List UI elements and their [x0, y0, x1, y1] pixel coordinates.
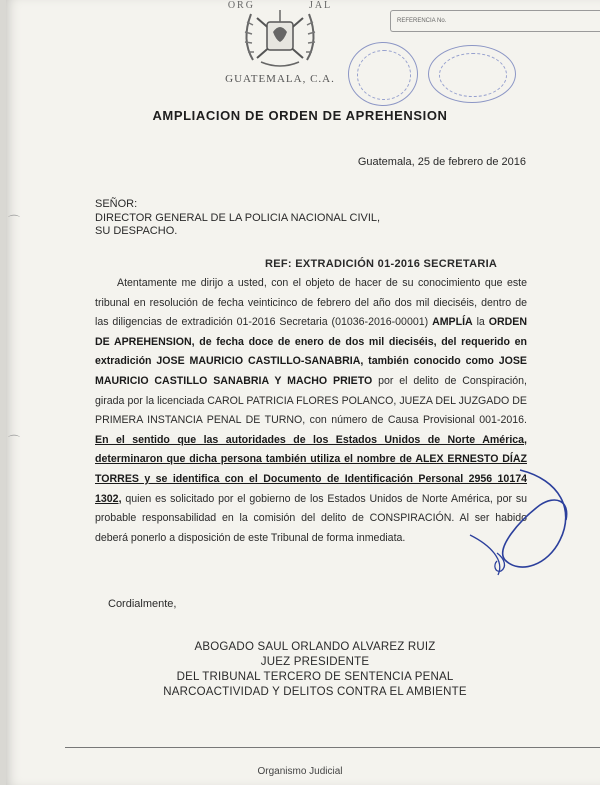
- addressee-title: DIRECTOR GENERAL DE LA POLICIA NACIONAL CIVIL,: [95, 211, 381, 224]
- signature-block: [0, 640, 600, 700]
- addressee-salutation: SEÑOR:: [95, 198, 138, 210]
- addressee-block: [95, 198, 380, 239]
- reference-number-field: [390, 10, 600, 32]
- body-order-details: ORDEN DE APREHENSION, de fecha doce de enero de dos mil dieciséis, del requerido en extradición JOSE MAURICIO CASTILLO-SANABRIA, también conocido como JOSE MAURICIO CASTILLO SANABRIA Y MACHO PRIETO: [95, 316, 527, 387]
- reference-line: REF: EXTRADICIÓN 01-2016 SECRETARIA: [265, 258, 498, 270]
- court-stamp: [348, 42, 418, 106]
- reference-label: REFERENCIA No.: [397, 18, 447, 24]
- seal-motto: [225, 0, 335, 11]
- body-alias-identification: En el sentido que las autoridades de los Estados Unidos de Norte América, determinaron que dicha persona también utiliza el nombre de ALEX ERNESTO DÍAZ TORRES y se identifica con el Documento de Identificación Personal 2956 10174 1302,: [95, 433, 527, 505]
- signer-name: ABOGADO SAUL ORLANDO ALVAREZ RUIZ: [194, 641, 436, 653]
- court-stamp-secondary: [428, 45, 516, 103]
- footer-text: Organismo Judicial: [257, 766, 343, 777]
- date-line: Guatemala, 25 de febrero de 2016: [357, 156, 526, 168]
- margin-mark: ⌒: [8, 214, 21, 228]
- body-amplia: AMPLÍA: [432, 316, 473, 329]
- addressee-office: SU DESPACHO.: [95, 225, 178, 237]
- seal-caption: GUATEMALA, C.A.: [225, 73, 335, 85]
- signer-specialty: NARCOACTIVIDAD Y DELITOS CONTRA EL AMBIENTE: [163, 686, 467, 698]
- body-paragraph: [95, 274, 527, 548]
- body-connector: la: [476, 316, 485, 329]
- signer-court: DEL TRIBUNAL TERCERO DE SENTENCIA PENAL: [176, 671, 454, 683]
- coat-of-arms-seal: [225, 0, 335, 90]
- document-title: AMPLIACION DE ORDEN DE APREHENSION: [152, 108, 448, 123]
- seal-motto-left: ORG: [227, 0, 255, 11]
- footer-divider: [65, 747, 600, 748]
- seal-motto-right: JAL: [308, 0, 333, 11]
- signer-role: JUEZ PRESIDENTE: [260, 656, 370, 668]
- body-charge: por el delito de Conspiración, girada por la licenciada CAROL PATRICIA FLORES POLANCO, JUEZA DEL JUZGADO DE PRIMERA INSTANCIA PENAL DE TURNO, con número de Causa Provisional 001-2016.: [95, 374, 527, 427]
- body-request: quien es solicitado por el gobierno de los Estados Unidos de Norte América, por su probable responsabilidad en la comisión del delito de CONSPIRACIÓN. Al ser habido deberá ponerlo a disposición de este Tribunal de forma inmediata.: [95, 492, 528, 544]
- closing-salutation: Cordialmente,: [108, 598, 177, 610]
- body-intro: Atentamente me dirijo a usted, con el objeto de hacer de su conocimiento que este tribunal en resolución de fecha veinticinco de febrero del año dos mil dieciséis, dentro de las diligencias de extradición 01-2016 Secretaria (01036-2016-00001): [95, 277, 527, 329]
- document-body: [95, 274, 527, 548]
- margin-mark-lower: ⌒: [8, 434, 21, 448]
